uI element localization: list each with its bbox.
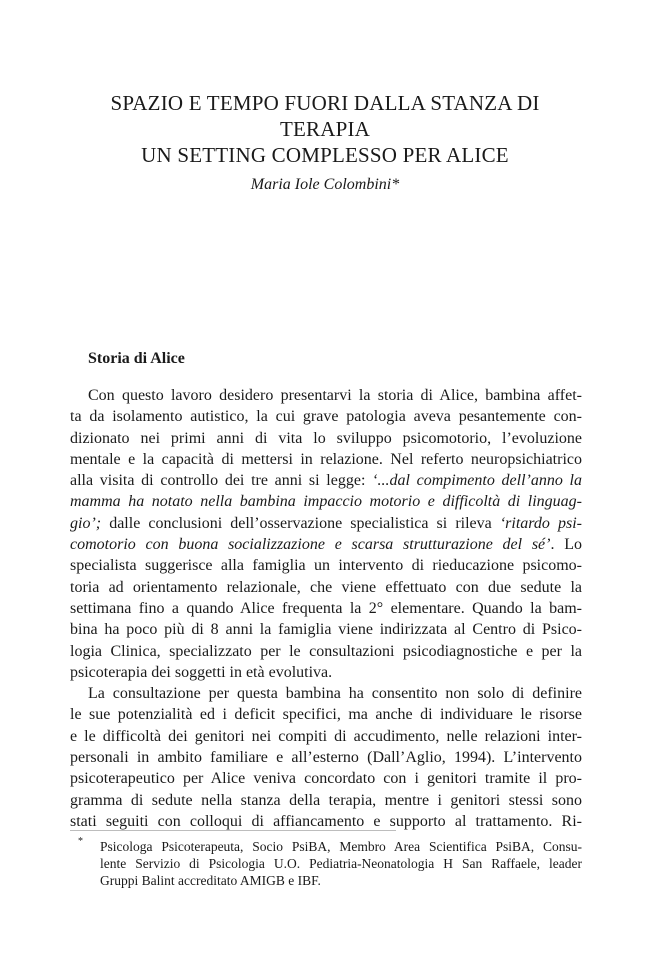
text-line: La consultazione per questa bambina ha consentito non solo di definire [88,685,582,703]
text-run: dalle conclusioni dell’osservazione specialistica si rileva [101,514,500,532]
author-name: Maria Iole Colombini* [250,176,400,193]
text-line [70,470,582,491]
quote-line: mamma ha notato nella bambina impaccio motorio e difficoltà di linguag- [70,493,582,511]
text-line: psicoterapeutico per Alice veniva concordato con i genitori tramite il pro- [70,770,582,788]
quote-text: ‘ritardo psi- [499,514,583,532]
quote-text: gio’; [70,514,102,532]
text-line: dizionato nei primi anni di vita lo sviluppo psicomotorio, l’evoluzione [70,429,582,447]
title-line-1: SPAZIO E TEMPO FUORI DALLA STANZA DI [110,91,540,115]
text-line: gramma di sedute nella stanza della terapia, mentre i genitori stessi sono [70,791,582,809]
article-title [60,90,590,168]
text-line: mentale e la capacità di mettersi in relazione. Nel referto neuropsichiatrico [70,450,582,468]
footnote-marker: * [78,836,83,847]
text-line: logia Clinica, specializzato per le consultazioni psicodiagnostiche e per la [70,642,582,660]
text-line: toria ad orientamento relazionale, che viene effettuato con due sedute la [70,578,582,596]
text-run: . Lo [550,536,583,554]
text-line: ta da isolamento autistico, la cui grave patologia aveva pesantemente con- [70,408,582,426]
footnote-line: Psicologa Psicoterapeuta, Socio PsiBA, Membro Area Scientifica PsiBA, Consu- [100,839,582,854]
text-line: bina ha poco più di 8 anni la famiglia viene indirizzata al Centro di Psico- [70,621,582,639]
footnote-line: lente Servizio di Psicologia U.O. Pediatria-Neonatologia H San Raffaele, leader [100,856,582,871]
quote-text: ‘...dal compimento dell’anno la [372,472,583,490]
text-line: specialista suggerisce alla famiglia un intervento di rieducazione psicomo- [70,557,582,575]
text-line: personali in ambito familiare e all’esterno (Dall’Aglio, 1994). L’intervento [70,749,582,767]
section-heading: Storia di Alice [88,350,185,367]
text-run: alla visita di controllo dei tre anni si legge: [70,472,373,490]
text-line [70,513,582,534]
text-line: e le difficoltà dei genitori nei compiti di accudimento, nelle relazioni inter- [70,727,582,745]
text-line: le sue potenzialità ed i deficit specifici, ma anche di individuare le risorse [70,706,582,724]
text-line: settimana fino a quando Alice frequenta la 2° elementare. Quando la bam- [70,599,582,617]
text-line [70,534,582,555]
footnote-line: Gruppi Balint accreditato AMIGB e IBF. [100,873,321,888]
quote-text: comotorio con buona socializzazione e scarsa strutturazione del sé’ [70,536,551,554]
footnote [70,838,582,889]
text-line: psicoterapia dei soggetti in età evolutiva. [70,663,333,681]
body-text [70,385,582,832]
title-line-2: TERAPIA [279,117,371,141]
title-line-3: UN SETTING COMPLESSO PER ALICE [141,143,509,167]
text-line: stati seguiti con colloqui di affiancamento e supporto al trattamento. Ri- [70,812,582,830]
footnote-divider [70,830,396,831]
text-line: Con questo lavoro desidero presentarvi la storia di Alice, bambina affet- [88,387,582,404]
